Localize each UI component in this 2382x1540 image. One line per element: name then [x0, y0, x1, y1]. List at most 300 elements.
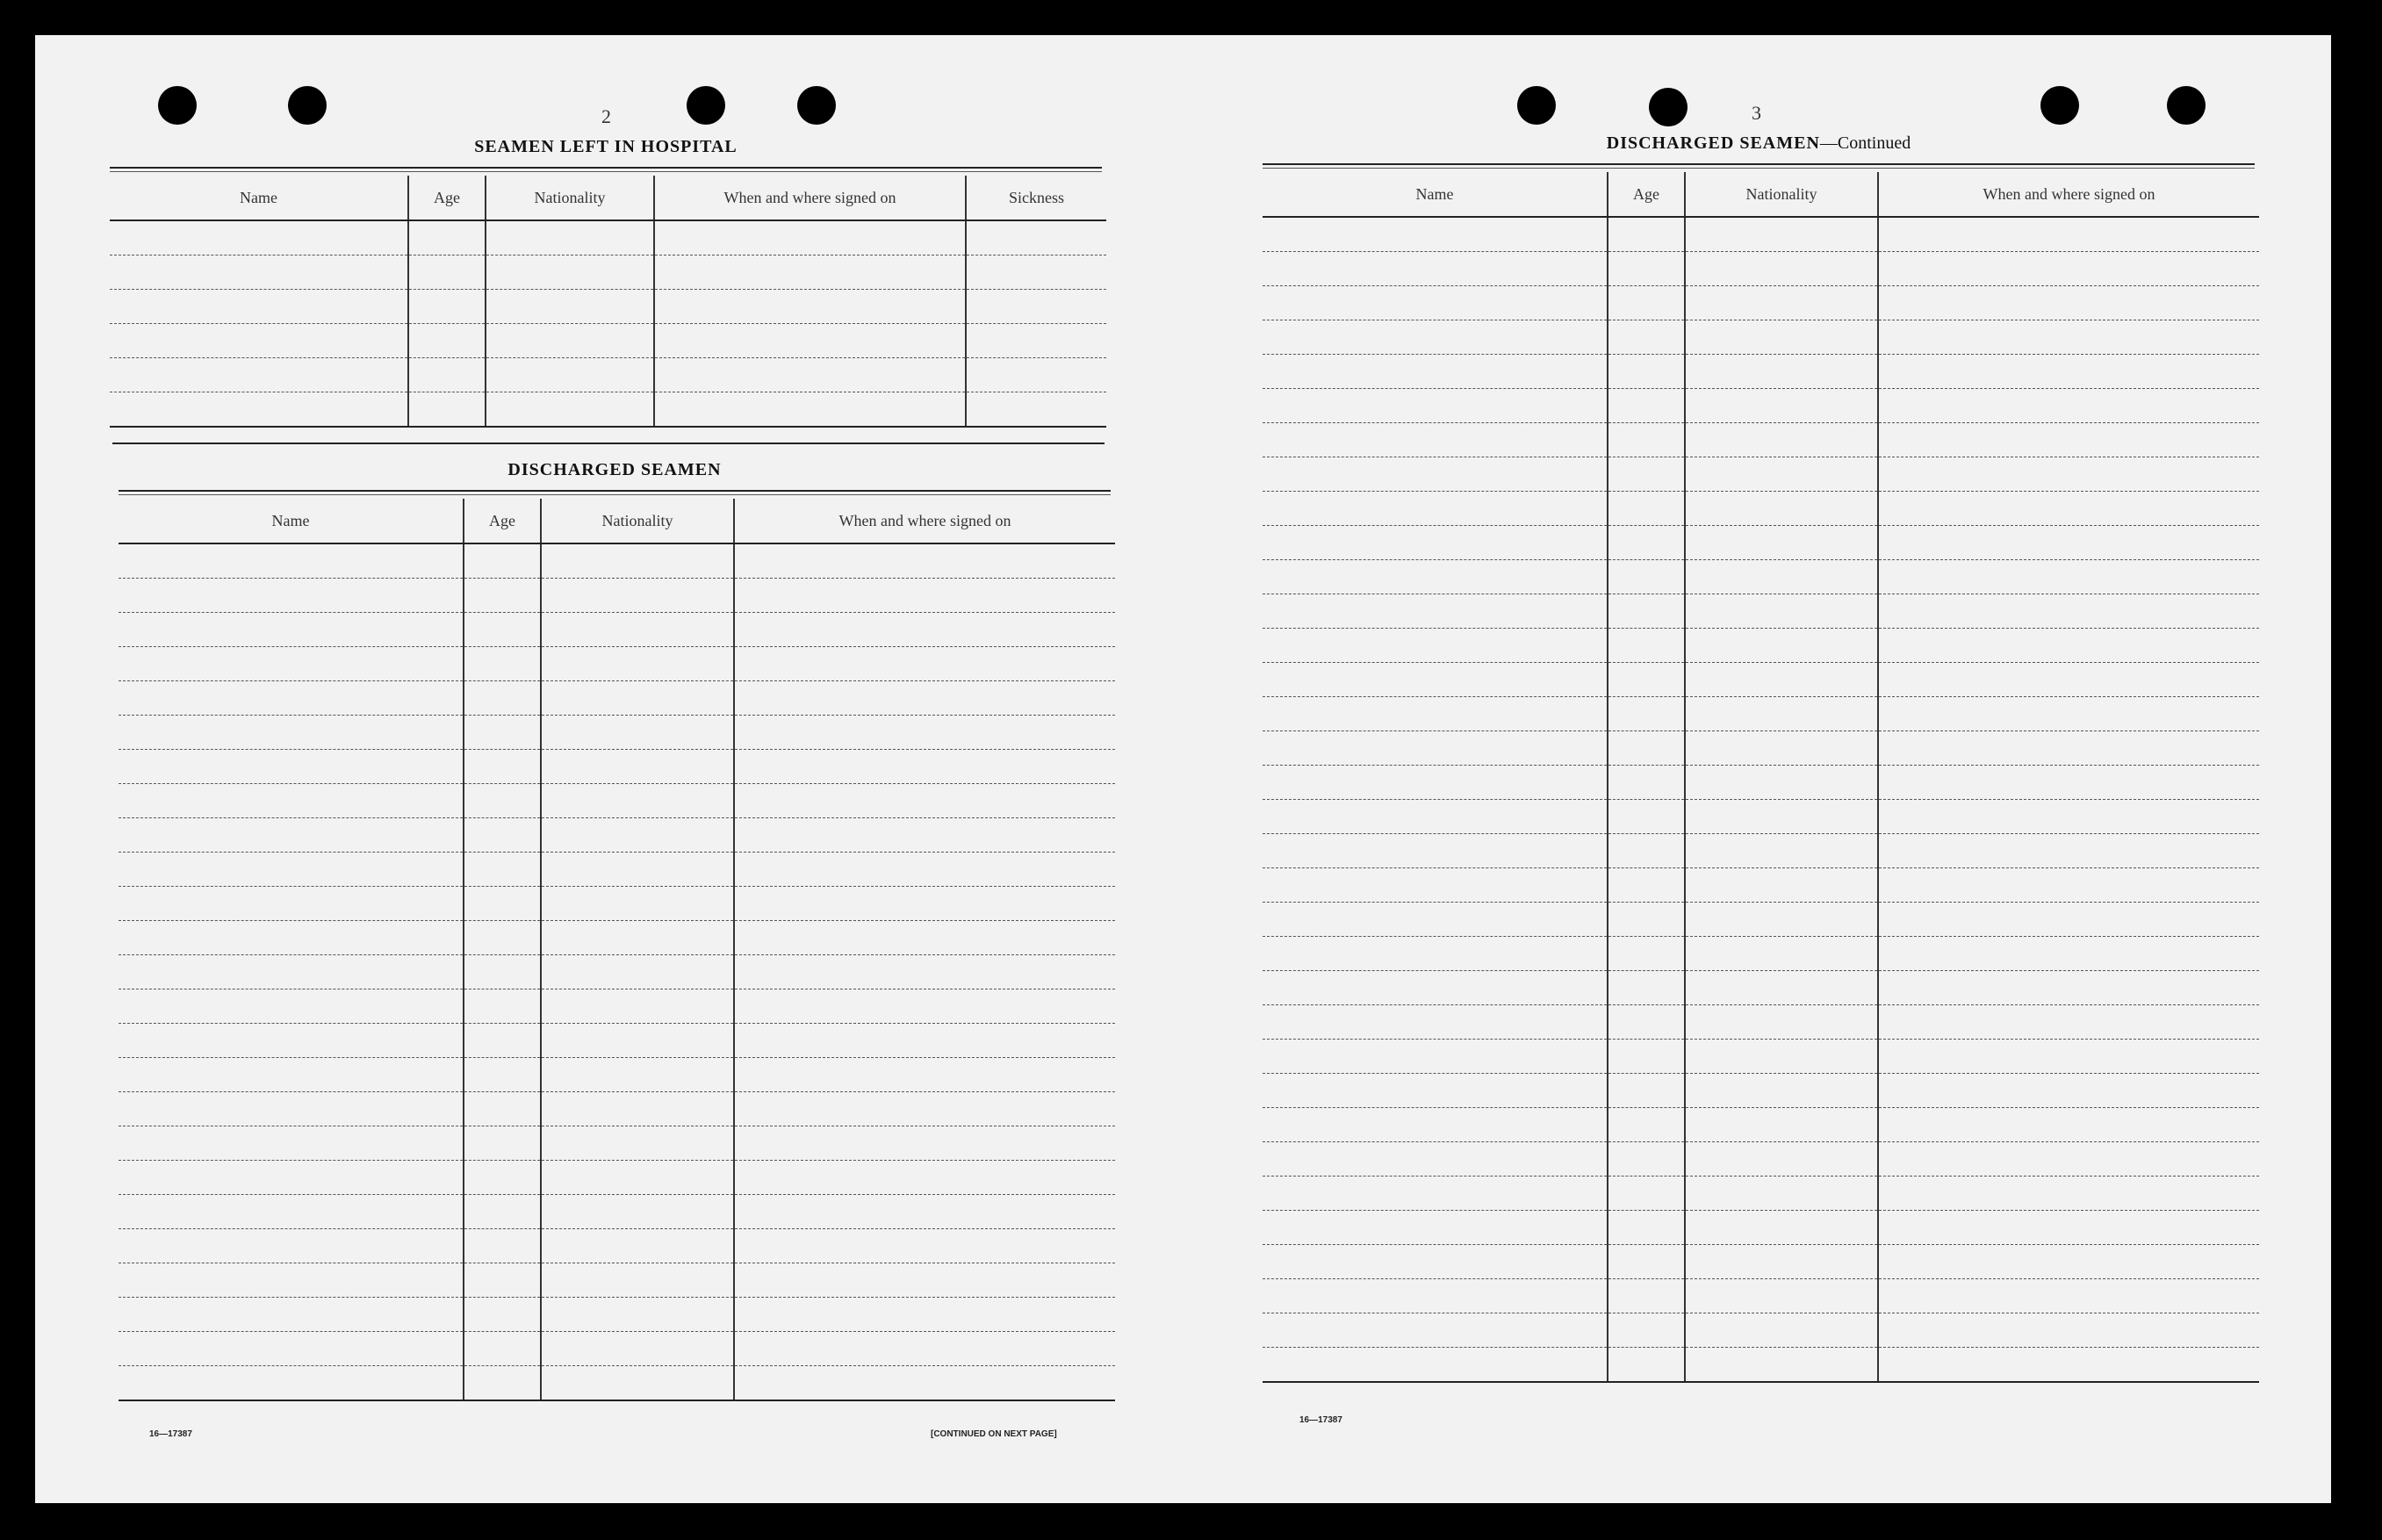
- table-cell: [1685, 663, 1878, 697]
- table-row: [119, 1229, 1115, 1263]
- table-cell: [464, 543, 541, 579]
- table-cell: [966, 358, 1106, 392]
- table-cell: [119, 647, 464, 681]
- table-cell: [1263, 217, 1608, 252]
- table-row: [119, 1161, 1115, 1195]
- continued-title-suffix: —Continued: [1819, 133, 1911, 153]
- table-cell: [408, 290, 486, 324]
- table-cell: [1685, 1177, 1878, 1211]
- left-form-number: 16—17387: [149, 1429, 192, 1439]
- table-cell: [734, 1058, 1115, 1092]
- table-row: [119, 818, 1115, 853]
- ledger-sheet: [35, 35, 2331, 1503]
- table-cell: [119, 853, 464, 887]
- table-cell: [734, 716, 1115, 750]
- right-page-number: 3: [1752, 102, 1761, 124]
- table-cell: [119, 784, 464, 818]
- table-cell: [1878, 457, 2259, 492]
- table-cell: [1263, 1040, 1608, 1074]
- table-row: [119, 1058, 1115, 1092]
- table-cell: [541, 1229, 734, 1263]
- table-cell: [464, 1126, 541, 1161]
- table-cell: [541, 1024, 734, 1058]
- table-cell: [541, 1298, 734, 1332]
- table-row: [1263, 1211, 2259, 1245]
- table-cell: [1685, 868, 1878, 903]
- table-cell: [1263, 800, 1608, 834]
- table-cell: [1878, 1142, 2259, 1177]
- table-cell: [1685, 937, 1878, 971]
- hospital-table: [110, 176, 1106, 428]
- table-cell: [110, 220, 408, 255]
- table-cell: [464, 681, 541, 716]
- table-cell: [1685, 217, 1878, 252]
- table-cell: [464, 1332, 541, 1366]
- table-cell: [1608, 629, 1685, 663]
- table-cell: [119, 543, 464, 579]
- table-cell: [734, 750, 1115, 784]
- table-cell: [966, 255, 1106, 290]
- table-cell: [1608, 1313, 1685, 1348]
- table-cell: [464, 1092, 541, 1126]
- table-row: [110, 358, 1106, 392]
- table-cell: [1878, 971, 2259, 1005]
- table-cell: [1608, 868, 1685, 903]
- table-cell: [1263, 560, 1608, 594]
- table-cell: [734, 853, 1115, 887]
- table-cell: [541, 543, 734, 579]
- table-cell: [1685, 526, 1878, 560]
- table-row: [1263, 355, 2259, 389]
- table-cell: [408, 358, 486, 392]
- table-cell: [966, 290, 1106, 324]
- table-cell: [1263, 320, 1608, 355]
- table-row: [1263, 834, 2259, 868]
- table-cell: [1878, 903, 2259, 937]
- table-cell: [734, 1126, 1115, 1161]
- table-cell: [1263, 1211, 1608, 1245]
- table-cell: [1878, 1211, 2259, 1245]
- table-cell: [654, 220, 966, 255]
- table-cell: [1685, 457, 1878, 492]
- table-cell: [1878, 355, 2259, 389]
- table-row: [1263, 423, 2259, 457]
- table-cell: [734, 613, 1115, 647]
- table-cell: [1608, 903, 1685, 937]
- table-row: [110, 255, 1106, 290]
- table-row: [1263, 663, 2259, 697]
- table-cell: [464, 750, 541, 784]
- column-header-age: Age: [408, 176, 486, 220]
- table-cell: [110, 255, 408, 290]
- table-cell: [119, 1332, 464, 1366]
- table-cell: [464, 784, 541, 818]
- table-cell: [1878, 629, 2259, 663]
- table-cell: [1878, 389, 2259, 423]
- table-cell: [1685, 1211, 1878, 1245]
- table-cell: [408, 392, 486, 428]
- table-cell: [654, 392, 966, 428]
- table-cell: [1263, 903, 1608, 937]
- table-cell: [1685, 423, 1878, 457]
- column-header-name: Name: [1263, 172, 1608, 217]
- table-cell: [1263, 1313, 1608, 1348]
- table-cell: [1608, 697, 1685, 731]
- table-cell: [1878, 217, 2259, 252]
- table-cell: [1263, 1279, 1608, 1313]
- table-cell: [119, 1058, 464, 1092]
- table-cell: [1685, 1348, 1878, 1383]
- table-row: [1263, 492, 2259, 526]
- table-cell: [1608, 526, 1685, 560]
- table-row: [119, 921, 1115, 955]
- table-row: [1263, 868, 2259, 903]
- table-cell: [119, 613, 464, 647]
- table-cell: [1878, 492, 2259, 526]
- table-cell: [966, 324, 1106, 358]
- table-cell: [464, 1298, 541, 1332]
- table-cell: [1685, 1040, 1878, 1074]
- table-cell: [1685, 389, 1878, 423]
- table-cell: [464, 1161, 541, 1195]
- table-row: [119, 1298, 1115, 1332]
- table-cell: [119, 818, 464, 853]
- table-row: [119, 1332, 1115, 1366]
- table-cell: [119, 955, 464, 989]
- table-cell: [1878, 663, 2259, 697]
- table-cell: [734, 681, 1115, 716]
- table-cell: [654, 255, 966, 290]
- column-header-nationality: Nationality: [541, 499, 734, 543]
- table-cell: [486, 392, 654, 428]
- punch-hole: [2167, 86, 2206, 125]
- table-cell: [734, 955, 1115, 989]
- table-cell: [541, 1092, 734, 1126]
- table-cell: [541, 1263, 734, 1298]
- table-cell: [1263, 492, 1608, 526]
- table-cell: [1608, 217, 1685, 252]
- table-cell: [1263, 937, 1608, 971]
- table-row: [1263, 286, 2259, 320]
- table-cell: [1608, 731, 1685, 766]
- hospital-top-rule: [110, 167, 1102, 172]
- table-cell: [541, 921, 734, 955]
- table-row: [119, 955, 1115, 989]
- table-cell: [119, 1263, 464, 1298]
- table-cell: [654, 358, 966, 392]
- table-cell: [119, 681, 464, 716]
- table-cell: [486, 358, 654, 392]
- table-cell: [1878, 1279, 2259, 1313]
- table-cell: [486, 324, 654, 358]
- table-row: [1263, 731, 2259, 766]
- table-cell: [1685, 629, 1878, 663]
- table-cell: [1878, 937, 2259, 971]
- table-cell: [408, 324, 486, 358]
- table-cell: [464, 887, 541, 921]
- table-cell: [734, 1229, 1115, 1263]
- table-cell: [1263, 663, 1608, 697]
- table-cell: [408, 220, 486, 255]
- table-cell: [1608, 320, 1685, 355]
- table-row: [1263, 1074, 2259, 1108]
- column-header-signed-on: When and where signed on: [1878, 172, 2259, 217]
- table-cell: [1878, 526, 2259, 560]
- table-row: [119, 1024, 1115, 1058]
- table-cell: [1608, 800, 1685, 834]
- table-row: [119, 1263, 1115, 1298]
- table-cell: [1878, 423, 2259, 457]
- table-cell: [1263, 629, 1608, 663]
- table-cell: [1878, 594, 2259, 629]
- table-cell: [1878, 1245, 2259, 1279]
- table-cell: [1263, 834, 1608, 868]
- table-cell: [734, 543, 1115, 579]
- table-row: [119, 681, 1115, 716]
- table-cell: [1685, 903, 1878, 937]
- discharged-top-rule: [119, 490, 1111, 495]
- table-row: [119, 1092, 1115, 1126]
- table-cell: [1608, 389, 1685, 423]
- table-cell: [734, 921, 1115, 955]
- table-cell: [734, 647, 1115, 681]
- continued-top-rule: [1263, 163, 2255, 169]
- table-cell: [1685, 731, 1878, 766]
- table-cell: [119, 887, 464, 921]
- table-row: [1263, 1005, 2259, 1040]
- table-cell: [1608, 766, 1685, 800]
- table-row: [1263, 320, 2259, 355]
- table-cell: [541, 1366, 734, 1401]
- table-cell: [541, 647, 734, 681]
- table-cell: [541, 989, 734, 1024]
- table-cell: [1608, 1108, 1685, 1142]
- column-header-signed-on: When and where signed on: [654, 176, 966, 220]
- table-cell: [541, 1195, 734, 1229]
- table-row: [110, 290, 1106, 324]
- table-cell: [1263, 252, 1608, 286]
- table-cell: [1263, 1108, 1608, 1142]
- table-cell: [1263, 526, 1608, 560]
- table-cell: [119, 579, 464, 613]
- table-cell: [1263, 1074, 1608, 1108]
- table-cell: [464, 1058, 541, 1092]
- table-cell: [1608, 1074, 1685, 1108]
- table-cell: [119, 1298, 464, 1332]
- table-cell: [734, 1092, 1115, 1126]
- table-row: [1263, 1245, 2259, 1279]
- table-cell: [1263, 423, 1608, 457]
- table-cell: [1608, 252, 1685, 286]
- column-header-nationality: Nationality: [486, 176, 654, 220]
- table-cell: [464, 613, 541, 647]
- table-cell: [1608, 560, 1685, 594]
- table-cell: [119, 1092, 464, 1126]
- table-cell: [541, 818, 734, 853]
- table-cell: [541, 681, 734, 716]
- table-cell: [1878, 731, 2259, 766]
- table-cell: [1608, 834, 1685, 868]
- table-cell: [734, 1366, 1115, 1401]
- table-cell: [1685, 1142, 1878, 1177]
- table-cell: [734, 1332, 1115, 1366]
- continued-table: [1263, 172, 2259, 1383]
- table-row: [119, 989, 1115, 1024]
- table-cell: [1608, 594, 1685, 629]
- table-cell: [1685, 320, 1878, 355]
- table-row: [1263, 560, 2259, 594]
- table-cell: [1878, 1108, 2259, 1142]
- table-cell: [1878, 868, 2259, 903]
- table-cell: [1263, 1142, 1608, 1177]
- table-row: [1263, 1177, 2259, 1211]
- table-cell: [110, 358, 408, 392]
- column-header-sickness: Sickness: [966, 176, 1106, 220]
- table-cell: [1878, 697, 2259, 731]
- table-cell: [1878, 834, 2259, 868]
- table-cell: [1608, 457, 1685, 492]
- table-cell: [541, 750, 734, 784]
- table-cell: [1878, 800, 2259, 834]
- table-cell: [1263, 1005, 1608, 1040]
- table-cell: [1263, 766, 1608, 800]
- table-row: [1263, 1279, 2259, 1313]
- left-page-number: 2: [601, 105, 611, 127]
- table-row: [1263, 1348, 2259, 1383]
- table-row: [1263, 389, 2259, 423]
- table-cell: [464, 853, 541, 887]
- table-cell: [464, 1263, 541, 1298]
- table-cell: [1685, 766, 1878, 800]
- table-cell: [734, 1298, 1115, 1332]
- table-cell: [1263, 286, 1608, 320]
- table-cell: [1608, 286, 1685, 320]
- table-cell: [408, 255, 486, 290]
- table-cell: [464, 1024, 541, 1058]
- punch-hole: [797, 86, 836, 125]
- table-cell: [1685, 252, 1878, 286]
- table-cell: [1263, 971, 1608, 1005]
- table-cell: [119, 1366, 464, 1401]
- table-cell: [464, 1366, 541, 1401]
- table-cell: [464, 647, 541, 681]
- table-cell: [1608, 971, 1685, 1005]
- table-cell: [464, 1229, 541, 1263]
- table-cell: [1263, 868, 1608, 903]
- table-cell: [1608, 937, 1685, 971]
- table-cell: [119, 716, 464, 750]
- table-row: [1263, 1040, 2259, 1074]
- table-cell: [541, 784, 734, 818]
- table-cell: [1263, 1245, 1608, 1279]
- column-header-name: Name: [119, 499, 464, 543]
- table-row: [1263, 937, 2259, 971]
- table-cell: [1263, 389, 1608, 423]
- table-cell: [1685, 971, 1878, 1005]
- table-cell: [1878, 1348, 2259, 1383]
- table-row: [1263, 903, 2259, 937]
- table-cell: [654, 290, 966, 324]
- table-cell: [464, 955, 541, 989]
- table-cell: [1878, 1005, 2259, 1040]
- table-cell: [1608, 1279, 1685, 1313]
- table-cell: [541, 579, 734, 613]
- table-cell: [734, 579, 1115, 613]
- table-cell: [966, 220, 1106, 255]
- table-cell: [464, 1195, 541, 1229]
- table-cell: [119, 1024, 464, 1058]
- table-cell: [734, 887, 1115, 921]
- table-row: [110, 220, 1106, 255]
- table-cell: [119, 1161, 464, 1195]
- table-row: [1263, 629, 2259, 663]
- table-cell: [1263, 1177, 1608, 1211]
- punch-hole: [1649, 88, 1688, 126]
- table-cell: [1685, 1313, 1878, 1348]
- table-row: [119, 1126, 1115, 1161]
- table-cell: [1685, 1074, 1878, 1108]
- table-cell: [1608, 492, 1685, 526]
- table-row: [119, 887, 1115, 921]
- hospital-bottom-rule: [112, 443, 1105, 444]
- table-cell: [119, 1195, 464, 1229]
- table-row: [1263, 457, 2259, 492]
- table-cell: [119, 921, 464, 955]
- column-header-nationality: Nationality: [1685, 172, 1878, 217]
- table-cell: [1878, 1074, 2259, 1108]
- table-cell: [1608, 1177, 1685, 1211]
- table-cell: [734, 989, 1115, 1024]
- table-row: [1263, 526, 2259, 560]
- table-cell: [1878, 286, 2259, 320]
- table-cell: [734, 1024, 1115, 1058]
- table-cell: [541, 1161, 734, 1195]
- table-cell: [541, 853, 734, 887]
- table-cell: [1685, 1245, 1878, 1279]
- table-cell: [541, 1058, 734, 1092]
- table-cell: [1263, 697, 1608, 731]
- table-cell: [1878, 1313, 2259, 1348]
- table-row: [110, 392, 1106, 428]
- table-row: [119, 579, 1115, 613]
- table-row: [119, 1195, 1115, 1229]
- table-cell: [1685, 697, 1878, 731]
- table-row: [1263, 1313, 2259, 1348]
- table-cell: [1878, 1177, 2259, 1211]
- table-cell: [541, 887, 734, 921]
- table-cell: [1685, 800, 1878, 834]
- punch-hole: [1517, 86, 1556, 125]
- column-header-name: Name: [110, 176, 408, 220]
- table-cell: [734, 784, 1115, 818]
- table-cell: [734, 818, 1115, 853]
- table-cell: [1685, 594, 1878, 629]
- table-cell: [541, 716, 734, 750]
- punch-hole: [687, 86, 725, 125]
- table-row: [119, 647, 1115, 681]
- table-cell: [1685, 560, 1878, 594]
- table-cell: [1608, 1142, 1685, 1177]
- table-cell: [486, 290, 654, 324]
- punch-hole: [288, 86, 327, 125]
- table-row: [119, 750, 1115, 784]
- table-cell: [654, 324, 966, 358]
- table-cell: [1685, 286, 1878, 320]
- column-header-age: Age: [464, 499, 541, 543]
- table-cell: [119, 750, 464, 784]
- table-cell: [1878, 560, 2259, 594]
- column-header-age: Age: [1608, 172, 1685, 217]
